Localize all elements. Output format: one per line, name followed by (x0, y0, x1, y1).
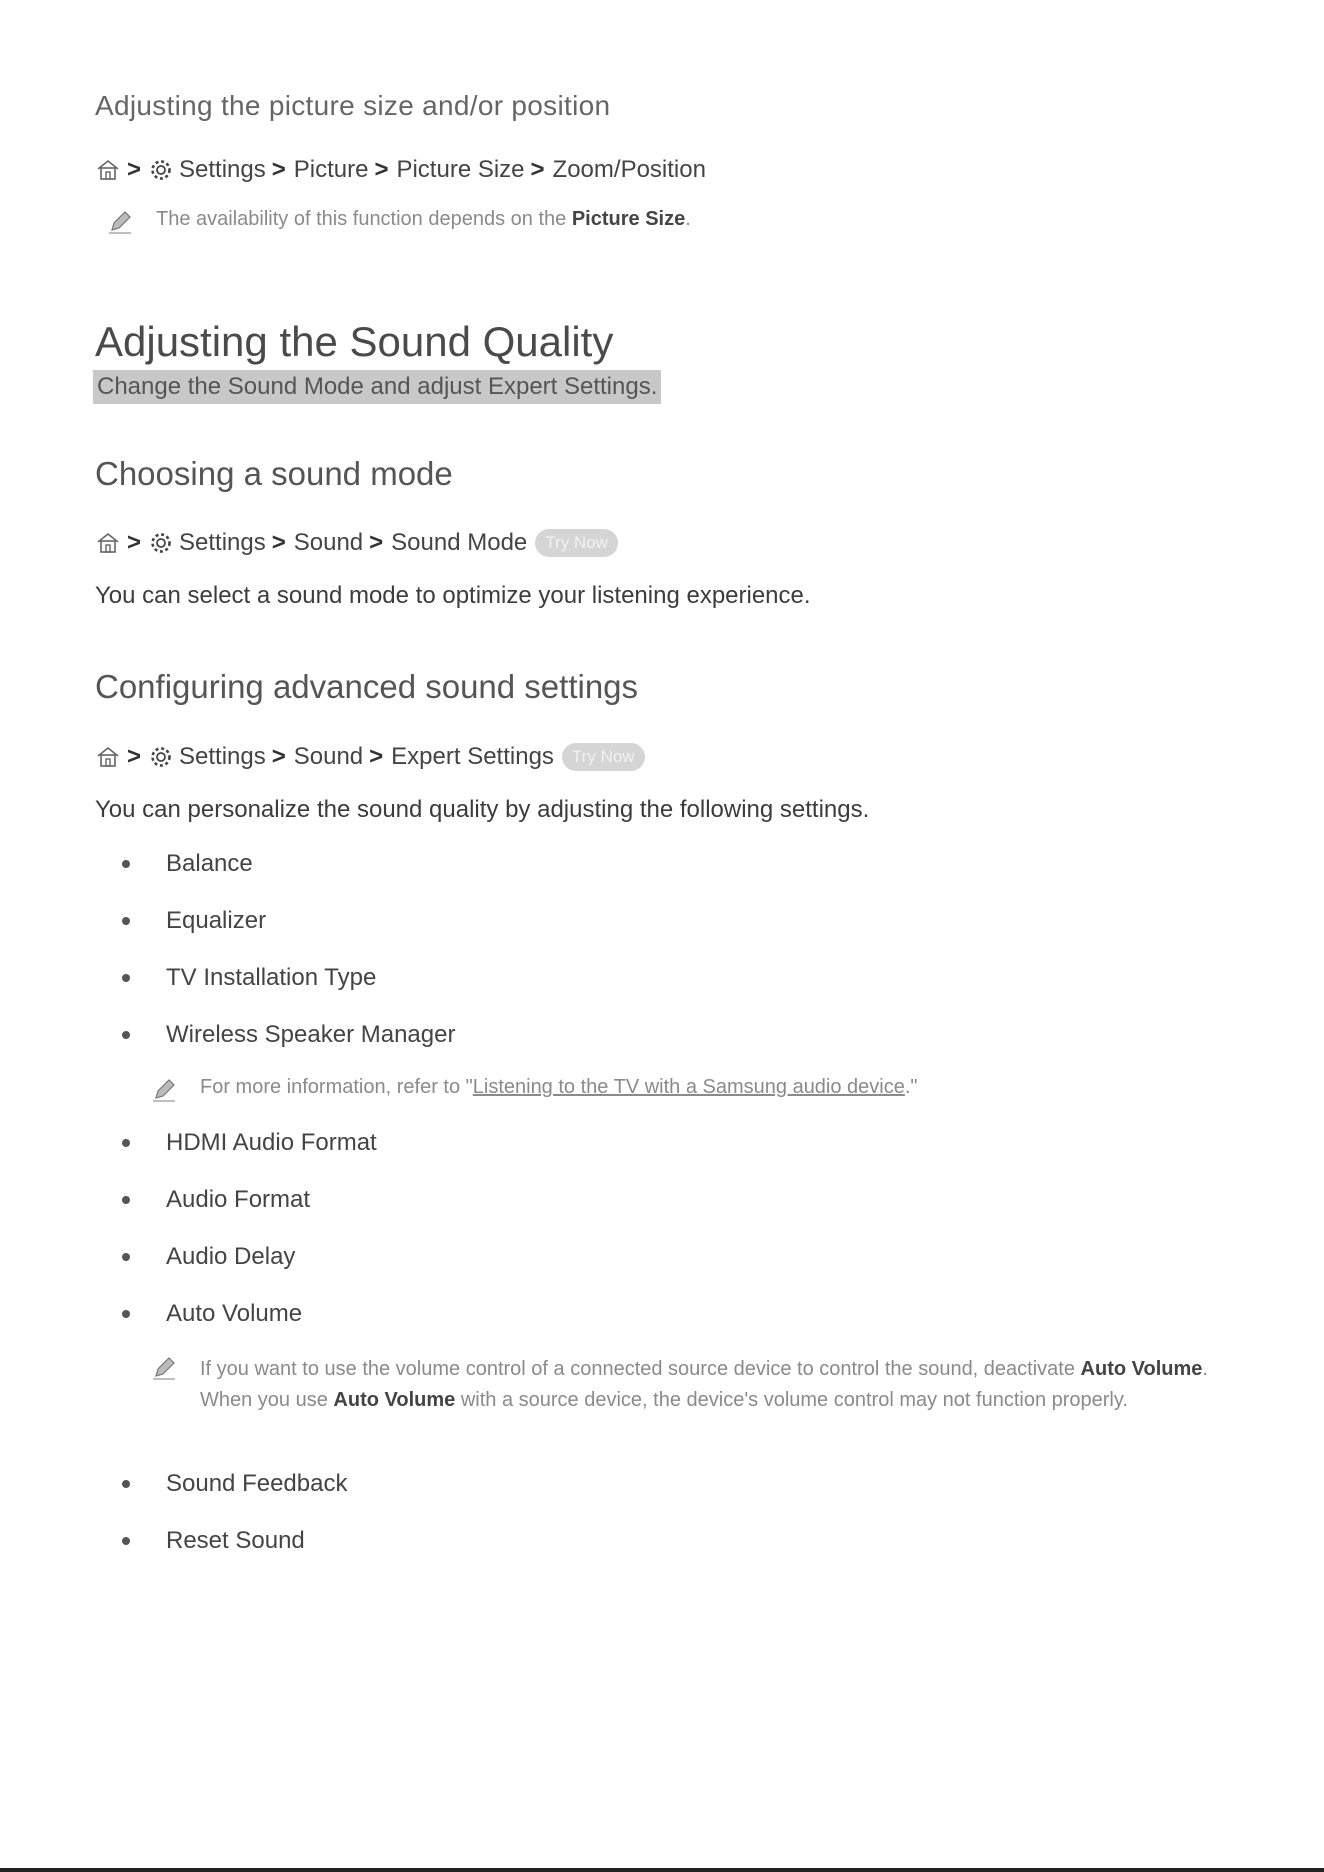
list-item-reset-sound (122, 1527, 305, 1555)
note-bold-term: Auto Volume (1080, 1358, 1203, 1380)
chevron-right-icon: > (369, 743, 384, 770)
bullet-dot (122, 974, 130, 982)
bullet-dot (122, 1031, 130, 1039)
list-item-label: Audio Format (166, 1186, 311, 1213)
gear-icon (149, 531, 173, 555)
list-item-tv-installation-type (122, 964, 376, 992)
list-item-audio-delay (122, 1243, 295, 1271)
list-item-label: Reset Sound (166, 1527, 305, 1554)
breadcrumb-item-zoom-position[interactable]: Zoom/Position (552, 156, 706, 183)
list-item-label: Wireless Speaker Manager (166, 1021, 456, 1048)
list-item-hdmi-audio-format (122, 1129, 377, 1157)
note-picture-size (106, 208, 691, 236)
section-subtitle: Change the Sound Mode and adjust Expert Settings. (93, 370, 661, 404)
breadcrumb-item-settings[interactable]: Settings (179, 156, 266, 183)
try-now-button[interactable]: Try Now (535, 529, 618, 557)
breadcrumb-item-picture[interactable]: Picture (293, 156, 369, 183)
breadcrumb-item-settings[interactable]: Settings (179, 529, 266, 556)
list-item-label: Auto Volume (166, 1300, 303, 1327)
list-item-label: TV Installation Type (166, 964, 377, 991)
bullet-dot (122, 1310, 130, 1318)
chevron-right-icon: > (271, 156, 286, 183)
note-text: . When you use (200, 1358, 1208, 1411)
bullet-dot (122, 917, 130, 925)
home-icon[interactable] (95, 744, 121, 770)
bullet-dot (122, 860, 130, 868)
note-wireless-speaker (150, 1076, 918, 1104)
note-text: The availability of this function depends on the (156, 208, 572, 230)
heading-picture-size: Adjusting the picture size and/or position (95, 90, 611, 121)
list-item-label: Balance (166, 850, 253, 877)
bullet-dot (122, 1253, 130, 1261)
chevron-right-icon: > (374, 156, 389, 183)
note-text-end: . (685, 208, 691, 230)
list-item-audio-format (122, 1186, 310, 1214)
list-item-equalizer (122, 907, 266, 935)
bullet-dot (122, 1537, 130, 1545)
note-bold-term: Picture Size (571, 208, 686, 230)
pencil-icon (150, 1354, 178, 1382)
note-bold-term: Auto Volume (333, 1389, 456, 1411)
list-item-label: Equalizer (166, 907, 267, 934)
bullet-dot (122, 1196, 130, 1204)
breadcrumb-item-sound[interactable]: Sound (293, 743, 364, 770)
breadcrumb-sound-mode (95, 529, 618, 557)
note-text: For more information, refer to " (200, 1076, 473, 1098)
sound-mode-description: You can select a sound mode to optimize your listening experience. (95, 582, 811, 609)
home-icon[interactable] (95, 530, 121, 556)
list-item-auto-volume (122, 1300, 302, 1328)
note-text-end: with a source device, the device's volume control may not function properly. (455, 1389, 1128, 1411)
bullet-dot (122, 1480, 130, 1488)
chevron-right-icon: > (530, 156, 545, 183)
gear-icon (149, 158, 173, 182)
list-item-wireless-speaker-manager (122, 1021, 455, 1049)
breadcrumb-picture (95, 156, 706, 184)
bullet-dot (122, 1139, 130, 1147)
chevron-right-icon: > (127, 529, 142, 556)
page-title: Adjusting the Sound Quality (95, 318, 614, 365)
note-text: If you want to use the volume control of a connected source device to control the sound, deactivate (200, 1358, 1081, 1380)
heading-advanced-sound: Configuring advanced sound settings (95, 668, 639, 705)
samsung-audio-device-link[interactable]: Listening to the TV with a Samsung audio device (472, 1076, 905, 1098)
gear-icon (149, 745, 173, 769)
list-item-label: Audio Delay (166, 1243, 296, 1270)
home-icon[interactable] (95, 157, 121, 183)
note-text-end: ." (904, 1076, 918, 1098)
breadcrumb-expert-settings (95, 743, 645, 771)
chevron-right-icon: > (271, 743, 286, 770)
list-item-sound-feedback (122, 1470, 347, 1498)
chevron-right-icon: > (369, 529, 384, 556)
try-now-button[interactable]: Try Now (562, 743, 645, 771)
breadcrumb-item-picture-size[interactable]: Picture Size (396, 156, 525, 183)
pencil-icon (150, 1076, 178, 1104)
list-item-balance (122, 850, 253, 878)
breadcrumb-item-sound[interactable]: Sound (293, 529, 364, 556)
list-item-label: Sound Feedback (166, 1470, 348, 1497)
note-auto-volume (150, 1354, 1220, 1416)
pencil-icon (106, 208, 134, 236)
chevron-right-icon: > (127, 743, 142, 770)
advanced-description: You can personalize the sound quality by adjusting the following settings. (95, 796, 870, 823)
page-bottom-border (0, 1868, 1324, 1872)
chevron-right-icon: > (271, 529, 286, 556)
breadcrumb-item-settings[interactable]: Settings (179, 743, 266, 770)
chevron-right-icon: > (127, 156, 142, 183)
list-item-label: HDMI Audio Format (166, 1129, 377, 1156)
heading-sound-mode: Choosing a sound mode (95, 455, 453, 492)
breadcrumb-item-expert-settings[interactable]: Expert Settings (391, 743, 554, 770)
breadcrumb-item-sound-mode[interactable]: Sound Mode (391, 529, 528, 556)
